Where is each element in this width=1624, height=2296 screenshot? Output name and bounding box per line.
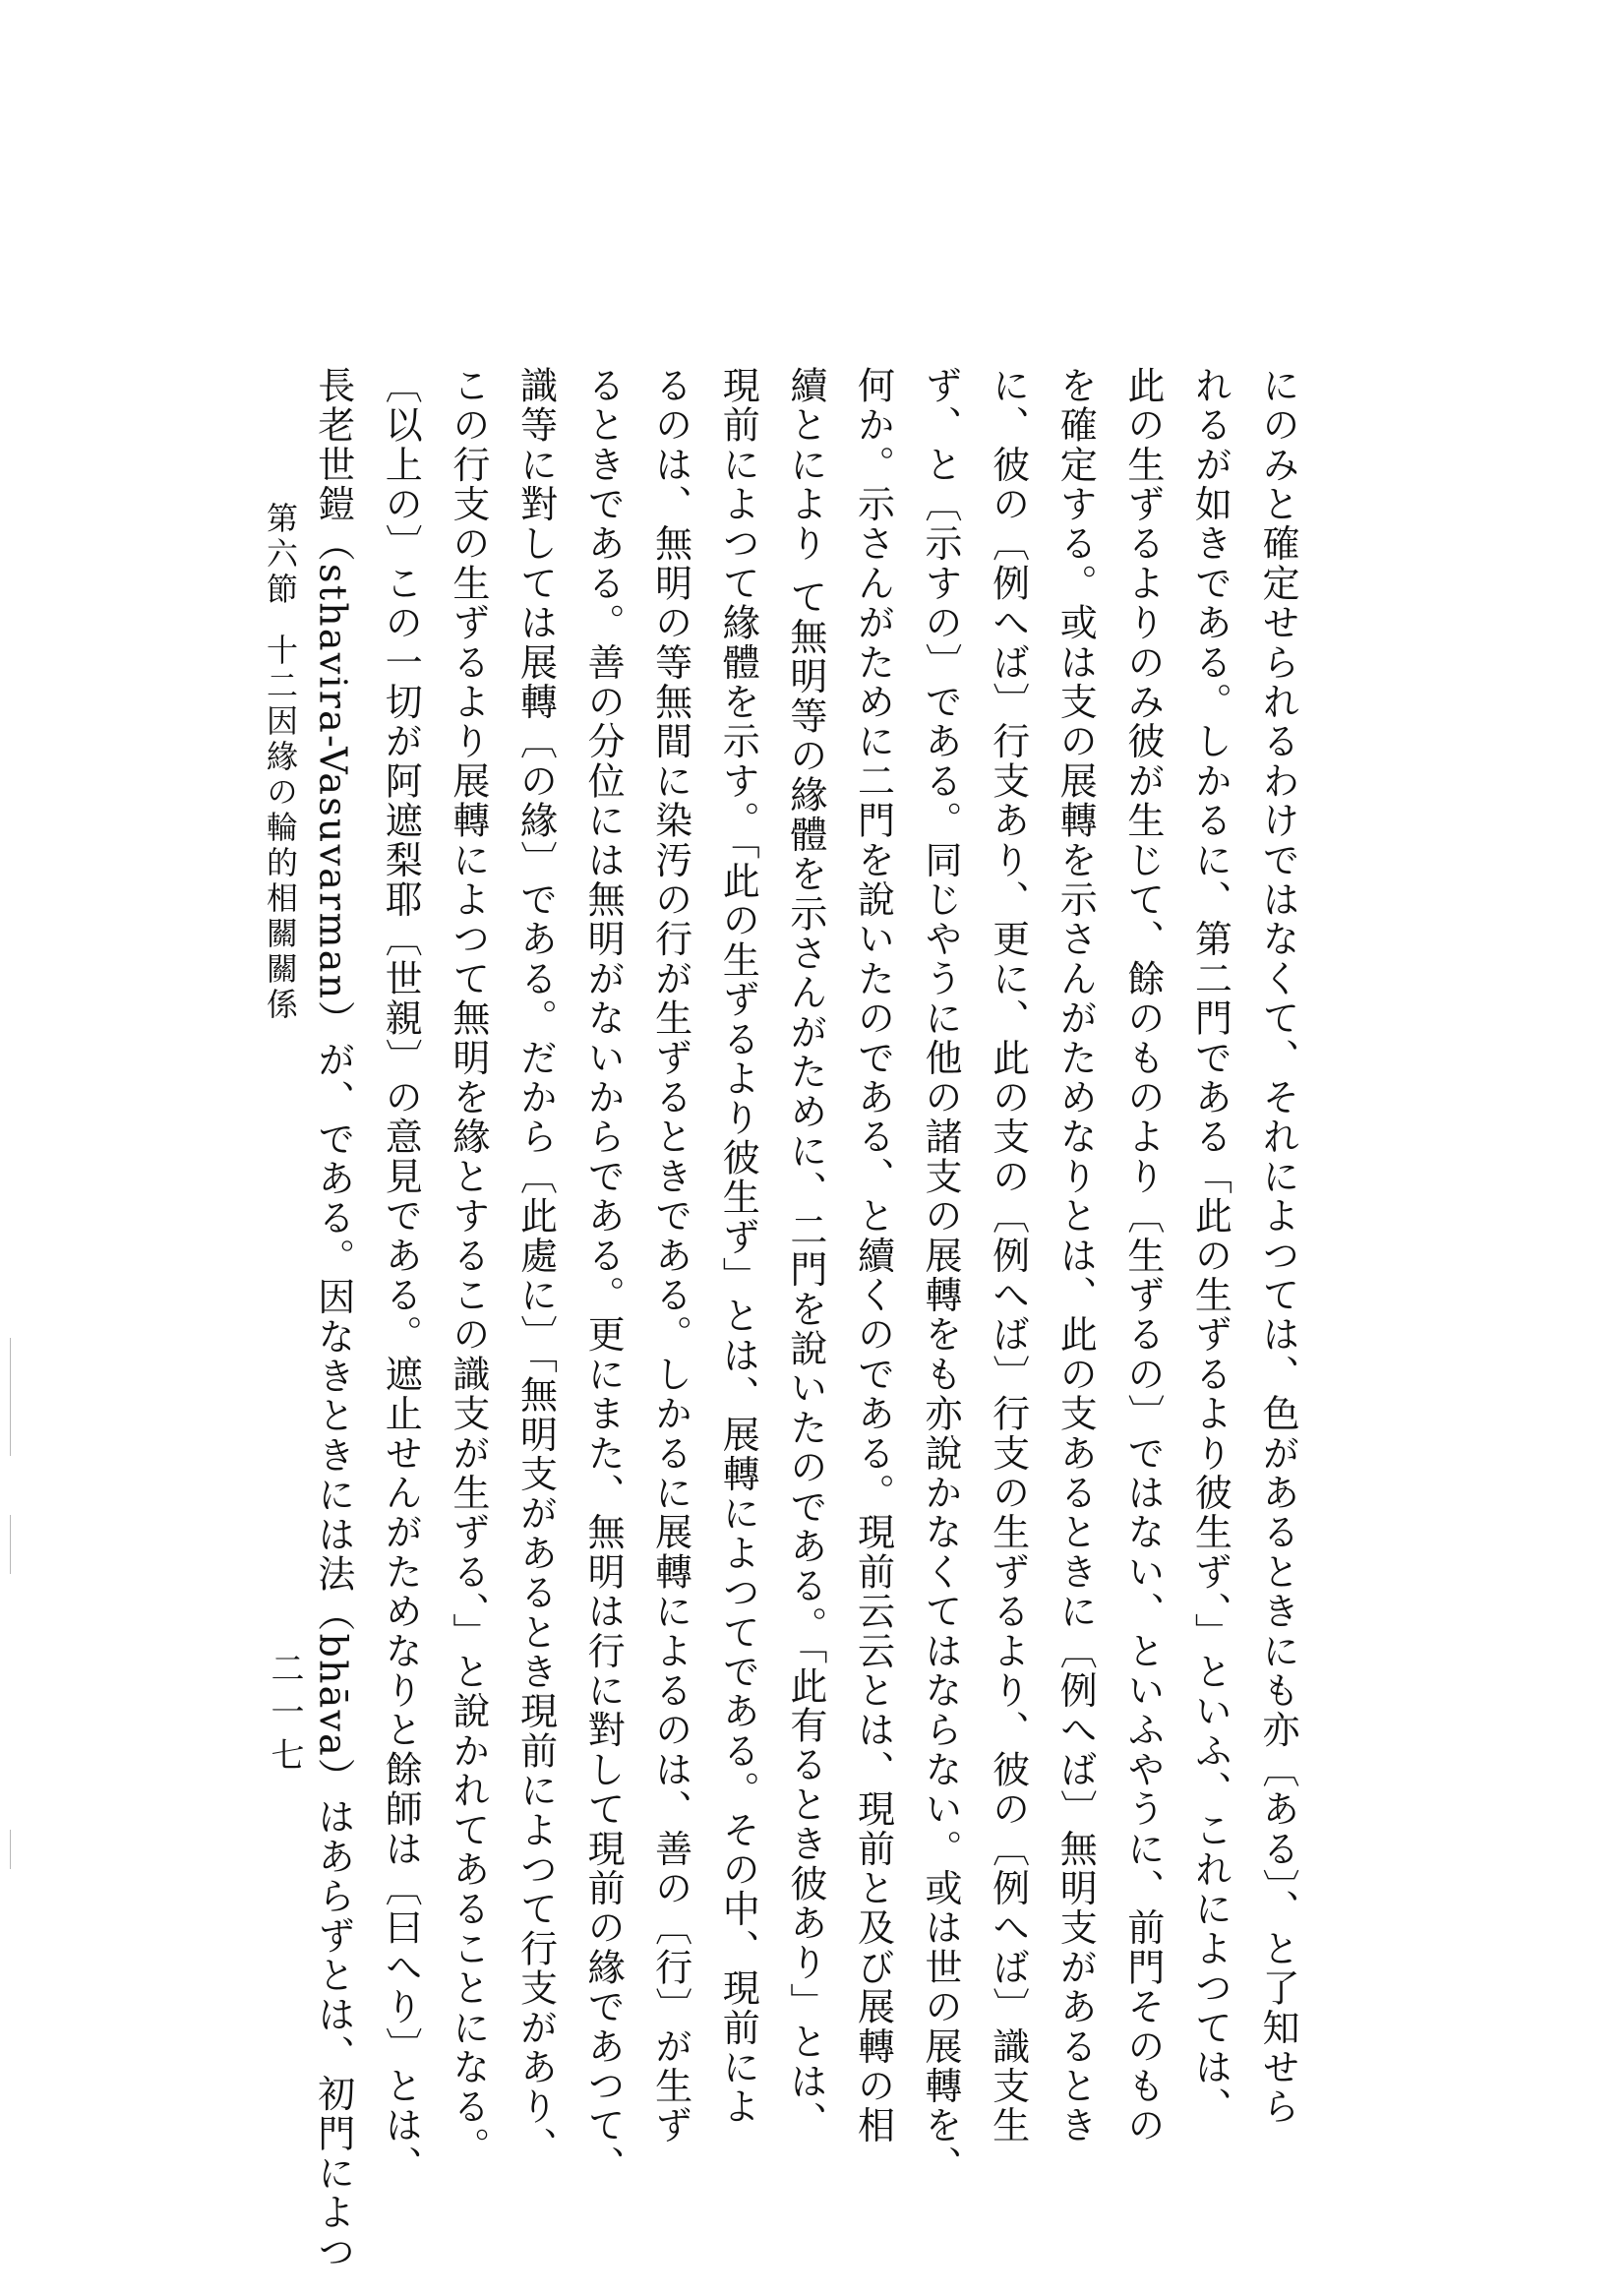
body-line-9: 現前によつて緣體を示す。「此の生ずるより彼生ず」とは、展轉によつてである。その中、現前によ bbox=[716, 366, 760, 2128]
body-line-6: ず、と〔示すの〕である。同じやうに他の諸支の展轉をも亦說かなくてはならない。或は世の展轉を、 bbox=[919, 366, 963, 2186]
scan-mark-1 bbox=[10, 1338, 11, 1456]
body-line-1: にのみと確定せられるわけではなくて、それによつては、色があるときにも亦〔ある〕、と了知せら bbox=[1256, 366, 1299, 2127]
scan-mark-2 bbox=[10, 1515, 11, 1574]
body-line-14: 〔以上の〕この一切が阿遮梨耶〔世親〕の意見である。遮止せんがためなりと餘師は〔曰へり〕とは、 bbox=[379, 366, 423, 2186]
body-line-10: るのは、無明の等無間に染汚の行が生ずるときである。しかるに展轉によるのは、善の〔行〕が生ず bbox=[648, 366, 692, 2145]
section-title: 十二因緣の輪的相關關係 bbox=[262, 634, 299, 1023]
body-line-7: 何か。示さんがために二門を說いたのである、と續くのである。現前云云とは、現前と及び展轉の相 bbox=[851, 366, 895, 2145]
running-header bbox=[258, 502, 303, 1023]
body-line-13: この行支の生ずるより展轉によつて無明を緣とするこの識支が生ずる、」と說かれてあることになる。 bbox=[446, 366, 490, 2167]
body-line-4: を確定する。或は支の展轉を示さんがためなりとは、此の支あるときに〔例へば〕無明支があるとき bbox=[1053, 366, 1098, 2145]
body-line-11: るときである。善の分位には無明がないからである。更にまた、無明は行に對して現前の緣であつて、 bbox=[581, 366, 626, 2186]
body-line-12: 識等に對しては展轉〔の緣〕である。だから〔此處に〕「無明支があるとき現前によつて行支があり、 bbox=[513, 366, 558, 2167]
body-text bbox=[299, 366, 1311, 2272]
body-line-2: れるが如きである。しかるに、第二門である「此の生ずるより彼生ず、」といふ、これによつては、 bbox=[1188, 366, 1233, 2127]
body-line-3: 此の生ずるよりのみ彼が生じて、餘のものより〔生ずるの〕ではない、といふやうに、前門そのもの bbox=[1120, 366, 1165, 2145]
page-number: 二一七 bbox=[265, 1651, 304, 1781]
section-label: 第六節 bbox=[262, 502, 299, 608]
scan-mark-3 bbox=[10, 1830, 11, 1869]
body-line-8: 續とにより て無明等の緣體を示さんがために、二門を說いたのである。「此有るとき彼あり」とは、 bbox=[783, 366, 827, 2142]
body-line-15: 長老世鎧（sthavira-Vasuvarman）が、である。因なきときには法（bhāva）はあらずとは、初門によつ bbox=[311, 366, 355, 2272]
body-line-5: に、彼の〔例へば〕行支あり、更に、此の支の〔例へば〕行支の生ずるより、彼の〔例へば〕識支生 bbox=[986, 366, 1030, 2145]
